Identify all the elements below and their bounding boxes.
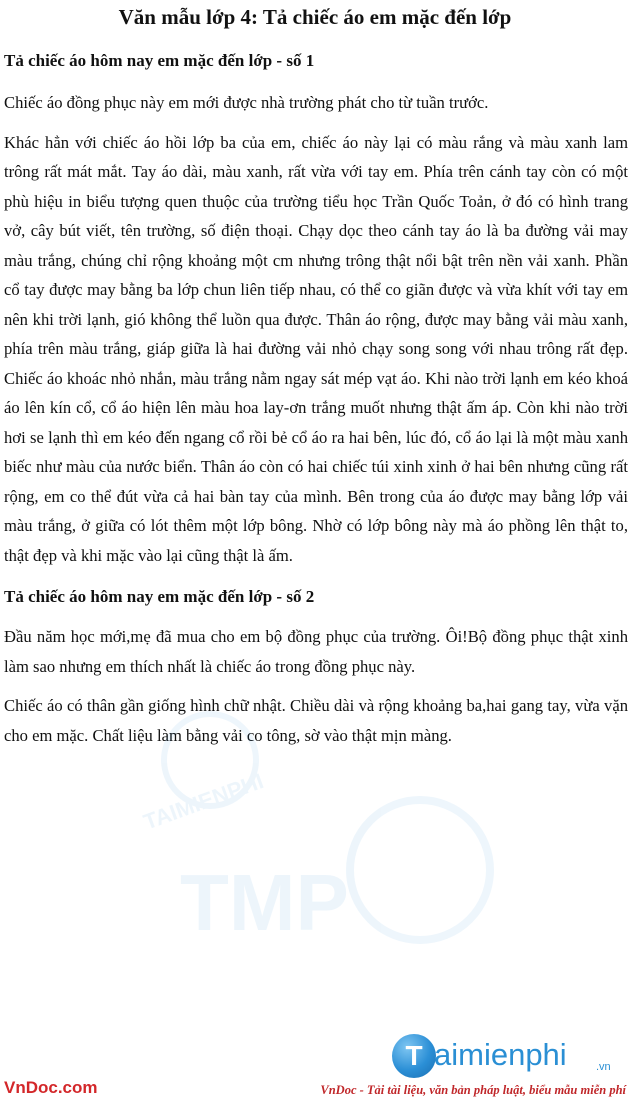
paragraph-1-1: Chiếc áo đồng phục này em mới được nhà trường phát cho từ tuần trước. [4, 93, 489, 112]
watermark-text: TMP [180, 858, 349, 947]
brand-letter: T [405, 1040, 423, 1071]
document-body [4, 50, 628, 750]
paragraph-2-1: Đầu năm học mới,mẹ đã mua cho em bộ đồng phục của trường. Ôi!Bộ đồng phục thật xinh làm sao nhưng em thích nhất là chiếc áo trong đồng phục này. [4, 627, 628, 676]
paragraph-1-2: Khác hẳn với chiếc áo hồi lớp ba của em, chiếc áo này lại có màu rắng và màu xanh lam trông rất mát mắt. Tay áo dài, màu xanh, rất vừa với tay em. Phía trên cánh tay còn có một phù hiệu in biểu tượng quen thuộc của trường tiểu học Trần Quốc Toản, ở đó có hình trang vở, cây bút viết, tên trường, số điện thoại. Chạy dọc theo cánh tay áo là ba đường vải may màu trắng, chúng chỉ rộng khoảng một cm nhưng trông thật nổi bật trên nền vải xanh. Phần cổ tay được may bằng ba lớp chun liên tiếp nhau, có thể co giãn được và vừa khít với tay em nên khi trời lạnh, gió không thể luồn qua được. Thân áo rộng, được may bằng vải màu xanh, phía trên màu trắng, giáp giữa là hai đường vải nhỏ chạy song song với nhau trông rất đẹp. Chiếc áo khoác nhỏ nhắn, màu trắng nằm ngay sát mép vạt áo. Khi nào trời lạnh em kéo khoá áo lên kín cổ, cổ áo hiện lên màu hoa lay-ơn trắng muốt nhưng thật ấm áp. Còn khi nào trời hơi se lạnh thì em kéo đến ngang cổ rồi bẻ cổ áo ra hai bên, lúc đó, cổ áo lại là một màu xanh biếc như màu của nước biển. Thân áo còn có hai chiếc túi xinh xinh ở hai bên nhưng cũng rất rộng, em co thể đút vừa cả hai bàn tay của mình. Bên trong của áo được may bằng lớp vải màu trắng, ở giữa có lót thêm một lớp bông. Nhờ có lớp bông này mà áo phồng lên thật to, thật đẹp và khi mặc vào lại cũng thật là ấm. [4, 132, 628, 565]
brand-name: aimienphi [434, 1037, 567, 1072]
brand-suffix: .vn [596, 1061, 611, 1073]
taimienphi-logo [392, 1034, 624, 1078]
footer-tagline: VnDoc - Tải tài liệu, văn bản pháp luật, biểu mẫu miễn phí [320, 1083, 626, 1097]
watermark-site-text: TAIMIENPHI [140, 768, 267, 835]
document-title: Văn mẫu lớp 4: Tả chiếc áo em mặc đến lớp [118, 5, 512, 29]
section-heading-1: Tả chiếc áo hôm nay em mặc đến lớp - số 1 [4, 51, 315, 70]
footer-logo: VnDoc.com [4, 1078, 98, 1097]
paragraph-2-2: Chiếc áo có thân gần giống hình chữ nhật. Chiều dài và rộng khoảng ba,hai gang tay, vừa vặn cho em mặc. Chất liệu làm bằng vải co tông, sờ vào thật mịn màng. [4, 696, 628, 745]
section-heading-2: Tả chiếc áo hôm nay em mặc đến lớp - số 2 [4, 587, 315, 606]
